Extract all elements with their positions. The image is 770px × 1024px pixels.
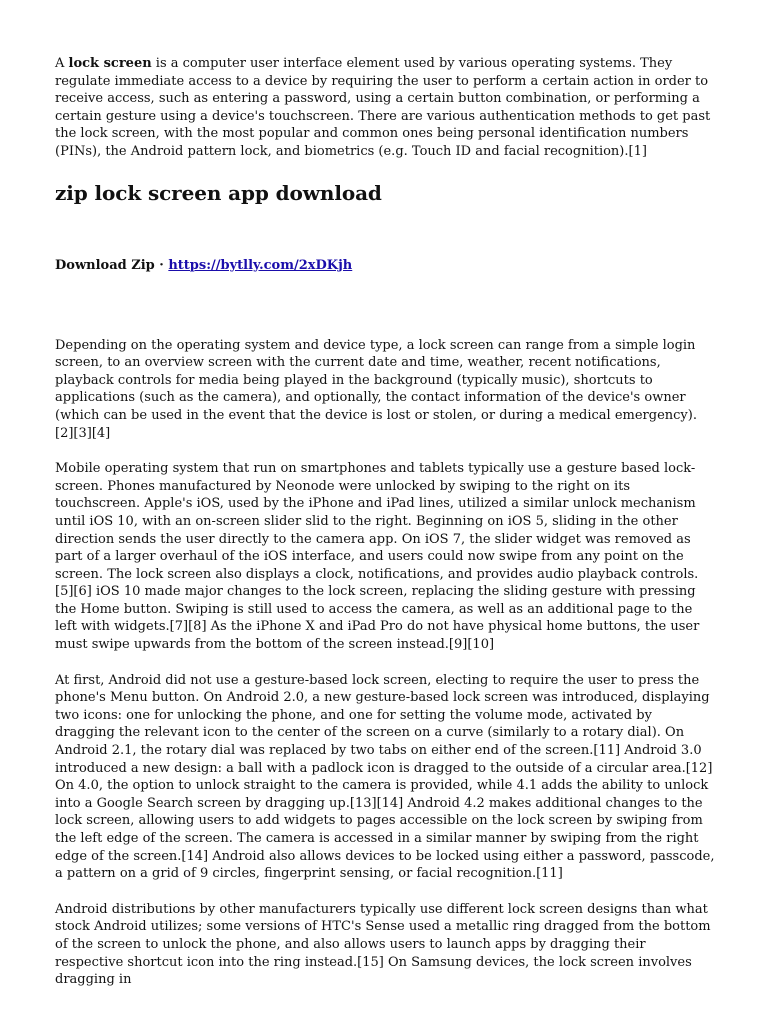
body-paragraph-1: Depending on the operating system and device type, a lock screen can range from a simple login screen, to an overview screen with the current date and time, weather, recent notifications, playback controls for media being played in the background (typically music), shortcuts to applications (such as the camera), and optionally, the contact information of the device's owner (which can be used in the event that the device is lost or stolen, or during a medical emergency).[2][3][4] [55, 337, 697, 441]
intro-paragraph [55, 55, 715, 161]
download-label: Download Zip · [55, 257, 169, 273]
body-paragraph-3: At first, Android did not use a gesture-based lock screen, electing to require the user to press the phone's Menu button. On Android 2.0, a new gesture-based lock screen was introduced, displaying two icons: one for unlocking the phone, and one for setting the volume mode, activated by dragging the relevant icon to the center of the screen on a curve (similarly to a rotary dial). On Android 2.1, the rotary dial was replaced by two tabs on either end of the screen.[11] Android 3.0 introduced a new design: a ball with a padlock icon is dragged to the outside of a circular area.[12] On 4.0, the option to unlock straight to the camera is provided, while 4.1 adds the ability to unlock into a Google Search screen by dragging up.[13][14] Android 4.2 makes additional changes to the lock screen, allowing users to add widgets to pages accessible on the lock screen by swiping from the left edge of the screen. The camera is accessed in a similar manner by swiping from the right edge of the screen.[14] Android also allows devices to be locked using either a password, passcode, a pattern on a grid of 9 circles, fingerprint sensing, or facial recognition.[11] [55, 672, 715, 882]
intro-before-term: A [55, 56, 69, 71]
page-title: zip lock screen app download [55, 180, 382, 205]
body-paragraph-4: Android distributions by other manufacturers typically use different lock screen designs than what stock Android utilizes; some versions of HTC's Sense used a metallic ring dragged from the bottom of the screen to unlock the phone, and also allows users to launch apps by dragging their respective shortcut icon into the ring instead.[15] On Samsung devices, the lock screen involves dragging in [55, 901, 711, 988]
download-line [55, 257, 715, 275]
body-paragraph-2: Mobile operating system that run on smartphones and tablets typically use a gesture based lock-screen. Phones manufactured by Neonode were unlocked by swiping to the right on its touchscreen. Apple's iOS, used by the iPhone and iPad lines, utilized a similar unlock mechanism until iOS 10, with an on-screen slider slid to the right. Beginning on iOS 5, sliding in the other direction sends the user directly to the camera app. On iOS 7, the slider widget was removed as part of a larger overhaul of the iOS interface, and users could now swipe from any point on the screen. The lock screen also displays a clock, notifications, and provides audio playback controls.[5][6] iOS 10 made major changes to the lock screen, replacing the sliding gesture with pressing the Home button. Swiping is still used to access the camera, as well as an additional page to the left with widgets.[7][8] As the iPhone X and iPad Pro do not have physical home buttons, the user must swipe upwards from the bottom of the screen instead.[9][10] [55, 461, 700, 653]
download-link[interactable]: https://bytlly.com/2xDKjh [168, 257, 353, 273]
intro-term: lock screen [68, 56, 152, 71]
intro-after-term: is a computer user interface element used by various operating systems. They regulate immediate access to a device by requiring the user to perform a certain action in order to receive access, such as entering a password, using a certain button combination, or performing a certain gesture using a device's touchscreen. There are various authentication methods to get past the lock screen, with the most popular and common ones being personal identification numbers (PINs), the Android pattern lock, and biometrics (e.g. Touch ID and facial recognition).[1] [55, 56, 711, 159]
document-page [55, 55, 715, 989]
